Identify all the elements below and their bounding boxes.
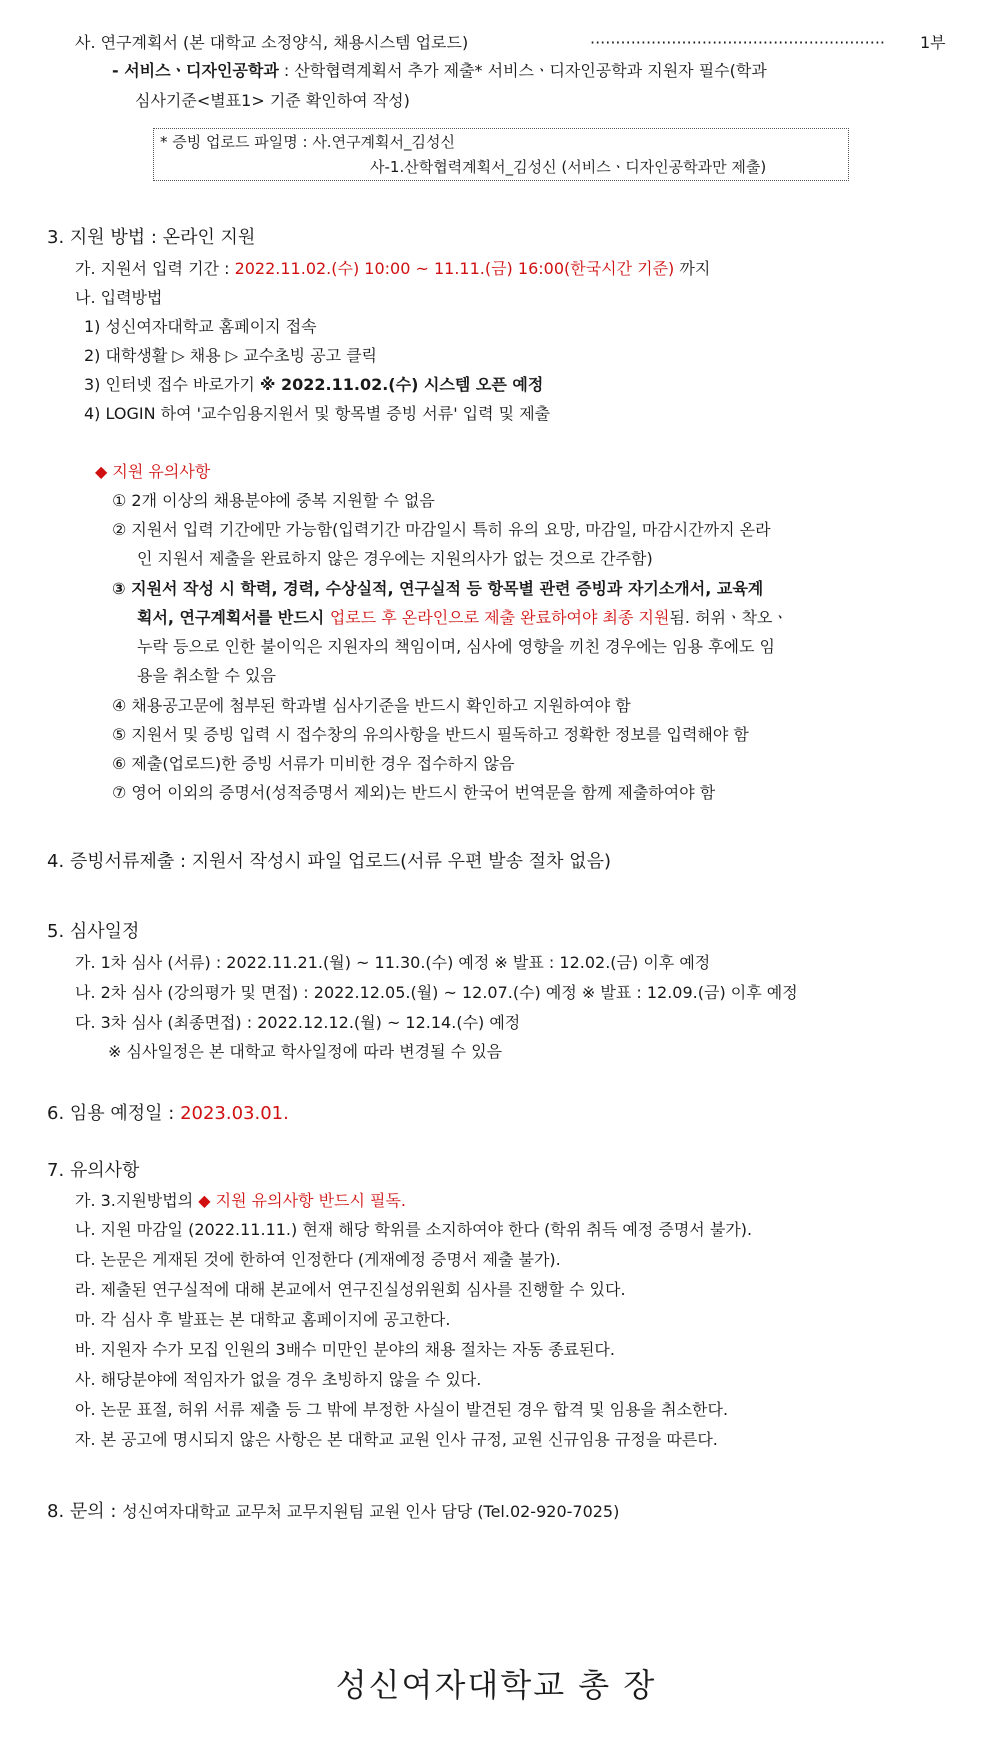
appointment-date-label: 6. 임용 예정일 : (47, 1103, 181, 1124)
schedule-note: ※ 심사일정은 본 대학교 학사일정에 따라 변경될 수 있음 (108, 1042, 503, 1061)
upload-filename-line1: * 증빙 업로드 파일명 : 사.연구계획서_김성신 (160, 133, 455, 151)
section7-heading: 7. 유의사항 (47, 1160, 140, 1181)
notice-item-cont: 인 지원서 제출을 완료하지 않은 경우에는 지원의사가 없는 것으로 간주함) (137, 549, 653, 568)
section5-heading: 5. 심사일정 (47, 921, 140, 942)
notice-text: 됨. 허위ㆍ착오ㆍ (669, 608, 788, 627)
section3-heading: 3. 지원 방법 : 온라인 지원 (47, 227, 256, 248)
system-open-note: ※ 2022.11.02.(수) 시스템 오픈 예정 (259, 375, 544, 394)
research-plan-item (75, 32, 468, 54)
application-notice-title: ◆ 지원 유의사항 (95, 462, 211, 481)
caution-item: 마. 각 심사 후 발표는 본 대학교 홈페이지에 공고한다. (75, 1310, 451, 1329)
contact-info: 성신여자대학교 교무처 교무지원팀 교원 인사 담당 (Tel.02-920-7025) (122, 1502, 620, 1521)
design-dept-note-text: : 산학협력계획서 추가 제출* 서비스ㆍ디자인공학과 지원자 필수(학과 (278, 61, 767, 80)
notice-item-cont: 용을 취소할 수 있음 (137, 666, 276, 685)
design-dept-note (112, 60, 767, 82)
caution-item: 아. 논문 표절, 허위 서류 제출 등 그 밖에 부정한 사실이 발견된 경우 합격 및 임용을 취소한다. (75, 1400, 729, 1419)
application-period-suffix: 까지 (674, 259, 711, 278)
step-item: 4) LOGIN 하여 '교수임용지원서 및 항목별 증빙 서류' 입력 및 제출 (84, 404, 551, 423)
step-item: 2) 대학생활 ▷ 채용 ▷ 교수초빙 공고 클릭 (84, 346, 378, 365)
application-period-dates: 2022.11.02.(수) 10:00 ~ 11.11.(금) 16:00(한국시간 기준) (234, 259, 675, 278)
contact-line (47, 1500, 619, 1524)
notice-item: ② 지원서 입력 기간에만 가능함(입력기간 마감일시 특히 유의 요망, 마감일, 마감시간까지 온라 (112, 520, 771, 539)
notice-item: ⑦ 영어 이외의 증명서(성적증명서 제외)는 반드시 한국어 번역문을 함께 제출하여야 함 (112, 783, 716, 802)
design-dept-note-cont: 심사기준<별표1> 기준 확인하여 작성) (135, 91, 410, 110)
final-submission-warning: 업로드 후 온라인으로 제출 완료하여야 최종 지원 (329, 608, 670, 627)
notice-item-cont: 누락 등으로 인한 불이익은 지원자의 책임이며, 심사에 영향을 끼친 경우에는 임용 후에도 임 (137, 637, 775, 656)
leader-dots-text: ·························································· (590, 33, 885, 52)
upload-filename-box (153, 128, 849, 181)
leader-dots (590, 32, 900, 54)
step-item: 1) 성신여자대학교 홈페이지 접속 (84, 317, 317, 336)
caution-item: 라. 제출된 연구실적에 대해 본교에서 연구진실성위원회 심사를 진행할 수 있다. (75, 1280, 626, 1299)
appointment-date: 2023.03.01. (180, 1103, 289, 1124)
design-dept-name: 서비스ㆍ디자인공학과 (124, 61, 279, 80)
caution-item: 바. 지원자 수가 모집 인원의 3배수 미만인 분야의 채용 절차는 자동 종료된다. (75, 1340, 615, 1359)
notice-item: ④ 채용공고문에 첨부된 학과별 심사기준을 반드시 확인하고 지원하여야 함 (112, 696, 631, 715)
application-period (75, 258, 710, 280)
step-item-text: 3) 인터넷 접수 바로가기 (84, 375, 260, 394)
schedule-item: 다. 3차 심사 (최종면접) : 2022.12.12.(월) ~ 12.14.(수) 예정 (75, 1013, 521, 1032)
schedule-item: 가. 1차 심사 (서류) : 2022.11.21.(월) ~ 11.30.(수) 예정 ※ 발표 : 12.02.(금) 이후 예정 (75, 953, 711, 972)
step-item (84, 374, 543, 396)
section4-heading: 4. 증빙서류제출 : 지원서 작성시 파일 업로드(서류 우편 발송 절차 없음) (47, 851, 611, 872)
caution-item-text: 가. 3.지원방법의 (75, 1191, 199, 1210)
caution-item: 다. 논문은 게재된 것에 한하여 인정한다 (게재예정 증명서 제출 불가). (75, 1250, 561, 1269)
caution-item: 나. 지원 마감일 (2022.11.11.) 현재 해당 학위를 소지하여야 한다 (학위 취득 예정 증명서 불가). (75, 1220, 753, 1239)
notice-item-cont (137, 607, 788, 629)
notice-item: ⑥ 제출(업로드)한 증빙 서류가 미비한 경우 접수하지 않음 (112, 754, 515, 773)
notice-bold-text: 획서, 연구계획서를 반드시 (137, 608, 330, 627)
research-plan-label: 사. 연구계획서 (본 대학교 소정양식, 채용시스템 업로드) (75, 33, 469, 52)
dash: - (112, 61, 125, 80)
president-signature: 성신여자대학교 총 장 (335, 1666, 657, 1704)
research-plan-count: 1부 (920, 33, 946, 52)
section6-heading (47, 1102, 289, 1126)
notice-item: ① 2개 이상의 채용분야에 중복 지원할 수 없음 (112, 491, 435, 510)
notice-item: ③ 지원서 작성 시 학력, 경력, 수상실적, 연구실적 등 항목별 관련 증빙과 자기소개서, 교육계 (112, 579, 764, 598)
caution-must-read: ◆ 지원 유의사항 반드시 필독. (198, 1191, 407, 1210)
section8-heading: 8. 문의 : (47, 1501, 123, 1522)
upload-filename-line2: 사-1.산학협력계획서_김성신 (서비스ㆍ디자인공학과만 제출) (370, 158, 767, 176)
input-method-label: 나. 입력방법 (75, 288, 163, 307)
application-period-label: 가. 지원서 입력 기간 : (75, 259, 235, 278)
caution-item: 사. 해당분야에 적임자가 없을 경우 초빙하지 않을 수 있다. (75, 1370, 482, 1389)
schedule-item: 나. 2차 심사 (강의평가 및 면접) : 2022.12.05.(월) ~ 12.07.(수) 예정 ※ 발표 : 12.09.(금) 이후 예정 (75, 983, 798, 1002)
caution-item (75, 1190, 406, 1212)
notice-item: ⑤ 지원서 및 증빙 입력 시 접수창의 유의사항을 반드시 필독하고 정확한 정보를 입력해야 함 (112, 725, 749, 744)
caution-item: 자. 본 공고에 명시되지 않은 사항은 본 대학교 교원 인사 규정, 교원 신규임용 규정을 따른다. (75, 1430, 718, 1449)
